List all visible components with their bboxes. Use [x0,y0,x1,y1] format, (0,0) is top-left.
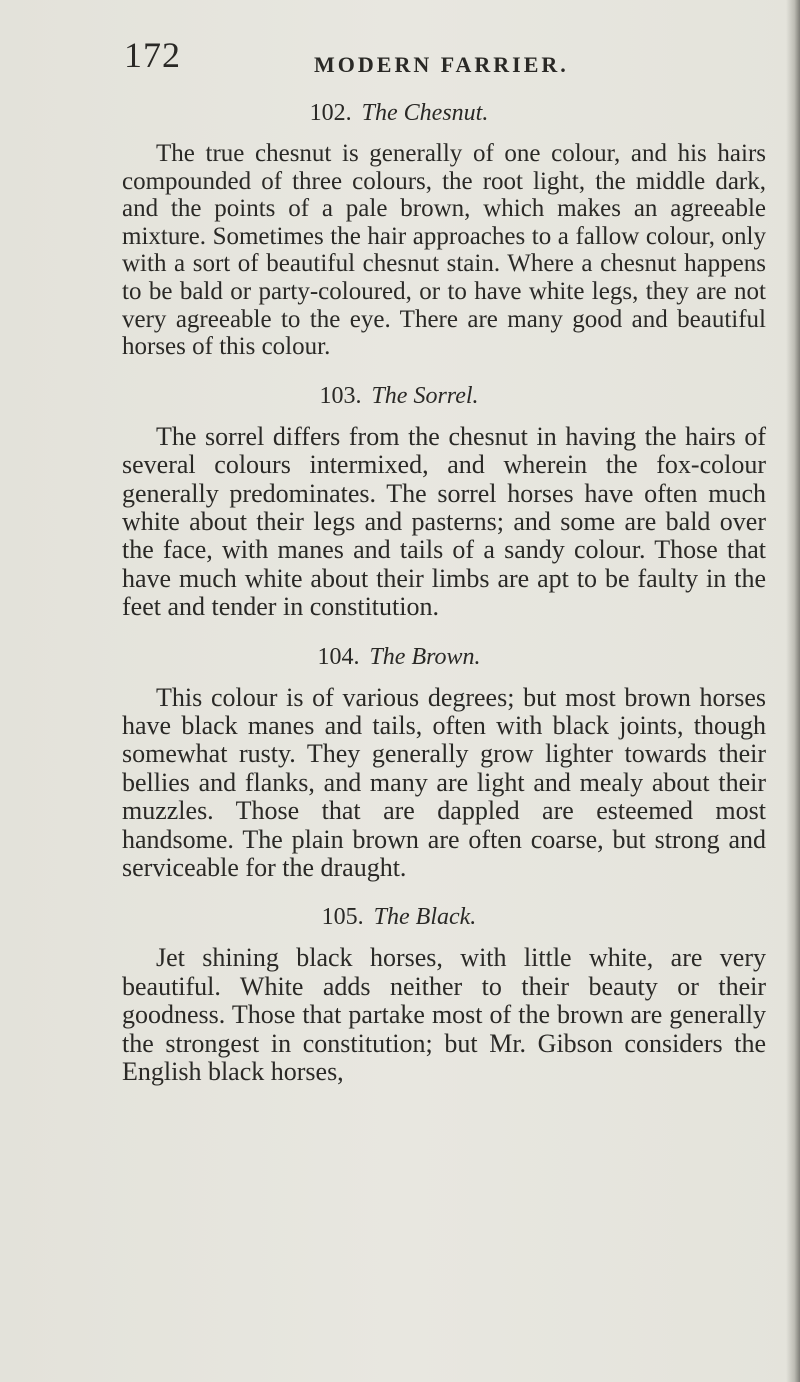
section-brown [122,642,766,883]
section-chesnut [122,98,766,361]
section-paragraph: This colour is of various degrees; but most brown horses have black manes and tails, often with black joints, though somewhat rusty. They generally grow lighter towards their bellies and flanks, and many are light and mealy about their muzzles. Those that are dappled are esteemed most handsome. The plain brown are often coarse, but strong and serviceable for the draught. [122,682,766,883]
section-title: The Black. [373,904,477,931]
section-number: 102. [309,100,352,126]
running-head: MODERN FARRIER. [314,52,569,77]
section-heading [122,642,766,672]
section-paragraph: The true chesnut is generally of one colour, and his hairs compounded of three colours, the root light, the middle dark, and the points of a pale brown, which makes an agreeable mixture. Sometimes the hair approaches to a fallow colour, only with a sort of beautiful chesnut stain. Where a chesnut happens to be bald or party-coloured, or to have white legs, they are not very agreeable to the eye. There are many good and beautiful horses of this colour. [122,140,766,361]
section-number: 105. [321,904,364,931]
section-black [122,902,766,1086]
page-edge-shadow [786,0,800,1382]
section-heading [122,381,766,411]
section-title: The Chesnut. [361,100,489,126]
section-number: 103. [319,382,362,409]
section-heading [122,98,766,128]
section-title: The Sorrel. [371,382,479,409]
page-number: 172 [124,35,181,75]
section-paragraph: The sorrel differs from the chesnut in having the hairs of several colours intermixed, and wherein the fox-colour generally predominates. The sorrel horses have often much white about their legs and pasterns; and some are bald over the face, with manes and tails of a sandy colour. Those that have much white about their limbs are apt to be faulty in the feet and tender in constitution. [122,421,766,622]
section-sorrel [122,381,766,622]
page-body [122,98,766,1106]
section-number: 104. [317,643,360,670]
section-title: The Brown. [369,643,481,670]
section-paragraph: Jet shining black horses, with little white, are very beautiful. White adds neither to their beauty or their goodness. Those that partake most of the brown are generally the strongest in constitution; but Mr. Gibson considers the English black horses, [122,943,766,1087]
section-heading [122,902,766,932]
page-header [124,30,764,80]
